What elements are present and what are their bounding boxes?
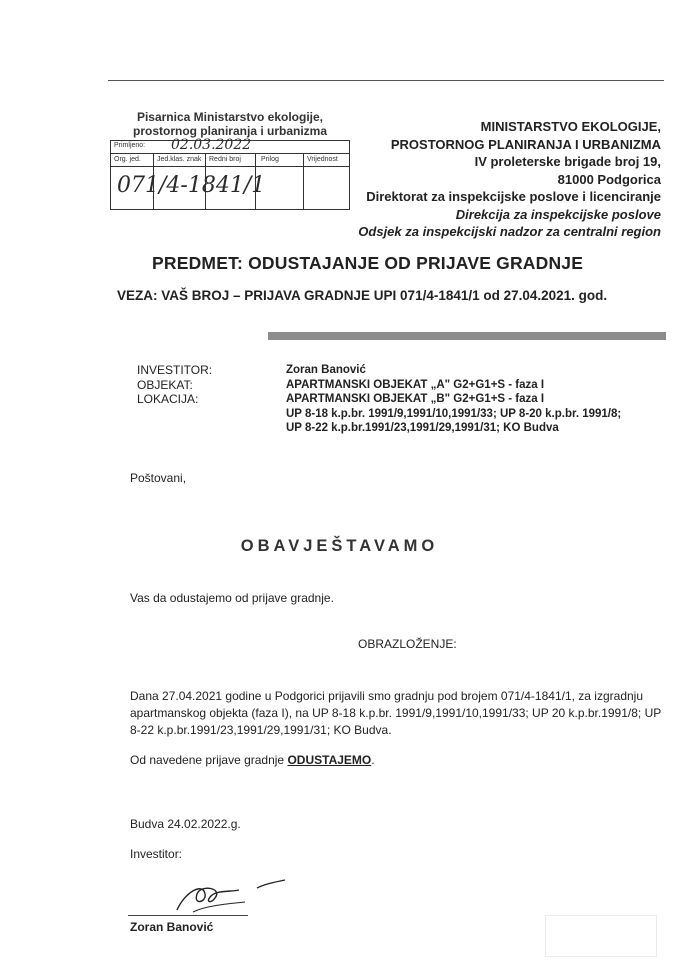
gray-divider [268,332,666,340]
closing-sentence [130,752,375,769]
objekat-value-b: APARTMANSKI OBJEKAT „B" G2+G1+S - faza I [286,393,545,405]
intro-sentence: Vas da odustajemo od prijave gradnje. [130,591,334,605]
faint-stamp [545,915,657,957]
closing-prefix: Od navedene prijave gradnje [130,753,288,767]
recipient-line-7: Odsjek za inspekcijski nadzor za centralni region [358,224,661,239]
reference-line: VEZA: VAŠ BROJ – PRIJAVA GRADNJE UPI 071/4-1841/1 od 27.04.2021. god. [117,288,608,303]
explanation-paragraph: Dana 27.04.2021 godine u Podgorici prijavili smo gradnju pod brojem 071/4-1841/1, za izgradnju apartmanskog objekta (faza I), na UP 8-18 k.p.br. 1991/9,1991/10,1991/33; UP 20 k.p.br.1991/8; UP 8-22 k.p.br.1991/23,1991/29,1991/31; KO Budva. [130,689,662,737]
place-date: Budva 24.02.2022.g. [130,817,241,831]
recipient-block [301,118,661,241]
stamp-jed-klas-label: Jed.klas. znak [157,156,202,163]
recipient-line-1: MINISTARSTVO EKOLOGIJE, [480,119,661,134]
details-values [286,363,626,436]
lokacija-label: LOKACIJA: [137,392,199,406]
stamp-vrijednost-label: Vrijednost [307,156,338,163]
signature-line [128,915,248,916]
stamp-redni-broj-label: Redni broj [209,156,241,163]
stamp-handwritten-number: 071/4-1841/1 [117,173,266,198]
signer-name: Zoran Banović [130,920,214,934]
explanation-heading: OBRAZLOŽENJE: [358,637,457,651]
investitor-label: INVESTITOR: [137,363,213,377]
greeting: Poštovani, [130,471,187,485]
investitor-value: Zoran Banović [286,364,366,376]
recipient-line-3: IV proleterske brigade broj 19, [474,154,661,169]
closing-emphasis: ODUSTAJEMO [287,753,372,767]
notice-heading: OBAVJEŠTAVAMO [240,537,439,555]
recipient-line-6: Direkcija za inspekcijske poslove [455,206,661,222]
objekat-label: OBJEKAT: [137,377,193,392]
subject-heading: PREDMET: ODUSTAJANJE OD PRIJAVE GRADNJE [152,253,584,273]
recipient-line-2: PROSTORNOG PLANIRANJA I URBANIZMA [390,136,661,152]
top-divider [108,80,664,81]
objekat-value-a: APARTMANSKI OBJEKAT „A" G2+G1+S - faza I [286,378,545,391]
lokacija-value: UP 8-18 k.p.br. 1991/9,1991/10,1991/33; UP 8-20 k.p.br. 1991/8; UP 8-22 k.p.br.1991/23,1991/29,1991/31; KO Budva [286,407,622,434]
stamp-org-jed-label: Org. jed. [114,156,141,163]
closing-suffix: . [371,753,375,767]
stamp-primljeno-label: Primljeno: [114,142,146,149]
stamp-prilog-label: Prilog [261,156,279,163]
recipient-line-4: 81000 Podgorica [557,171,661,187]
investitor-sign-label: Investitor: [130,847,183,861]
stamp-primljeno-date: 02.03.2022 [171,137,252,153]
stamp-title: Pisarnica Ministarstvo ekologije, prostornog planiranja i urbanizma [132,110,328,138]
details-labels [137,363,212,407]
recipient-line-5: Direktorat za inspekcijske poslove i licenciranje [366,189,661,204]
